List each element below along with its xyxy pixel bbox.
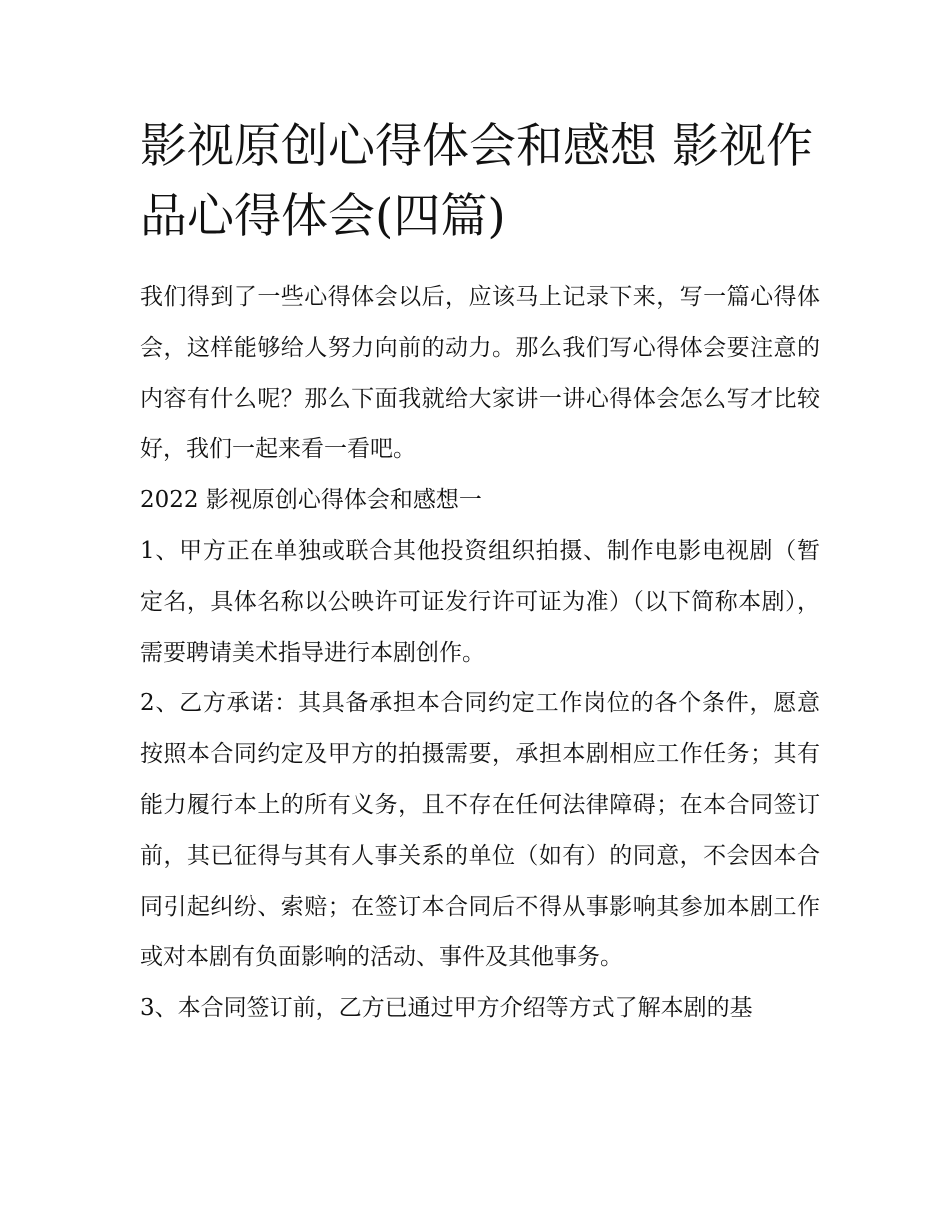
document-title: 影视原创心得体会和感想 影视作品心得体会(四篇) <box>140 119 813 244</box>
list-item-2: 2、乙方承诺：其具备承担本合同约定工作岗位的各个条件，愿意按照本合同约定及甲方的拍摄需要，承担本剧相应工作任务；其有能力履行本上的所有义务，且不存在任何法律障碍；在本合同签订前，其已征得与其有人事关系的单位（如有）的同意，不会因本合同引起纠纷、索赔；在签订本合同后不得从事影响其参加本剧工作或对本剧有负面影响的活动、事件及其他事务。 <box>140 690 820 971</box>
section-heading: 2022 影视原创心得体会和感想一 <box>140 487 482 514</box>
list-item-3: 3、本合同签订前，乙方已通过甲方介绍等方式了解本剧的基 <box>140 995 753 1022</box>
list-item-1: 1、甲方正在单独或联合其他投资组织拍摄、制作电影电视剧（暂定名，具体名称以公映许可证发行许可证为准）（以下简称本剧），需要聘请美术指导进行本剧创作。 <box>140 537 820 666</box>
intro-paragraph: 我们得到了一些心得体会以后，应该马上记录下来，写一篇心得体会，这样能够给人努力向前的动力。那么我们写心得体会要注意的内容有什么呢？那么下面我就给大家讲一讲心得体会怎么写才比较好，我们一起来看一看吧。 <box>140 284 820 463</box>
document-page <box>140 112 820 1034</box>
